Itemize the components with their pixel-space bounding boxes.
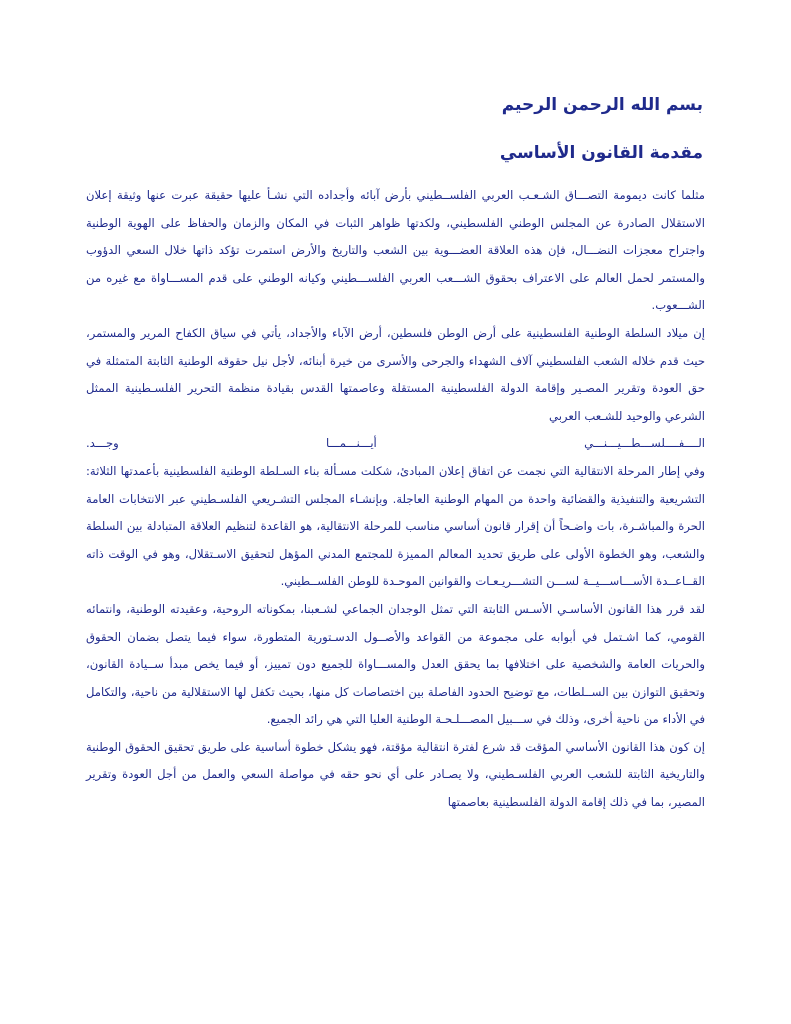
document-body	[86, 182, 705, 817]
paragraph-2-last-line: الــــفــــلســـطـــيـــنـــي أيـــنـــمـــا وجـــد.	[86, 436, 705, 451]
paragraph-3: وفي إطار المرحلة الانتقالية التي نجمت عن اتفاق إعلان المبادئ، شكلت مسـألة بناء السـلطة الوطنية الفلسطينية بأعمدتها الثلاثة: التشريعية والتنفيذية والقضائية واحدة من المهام الوطنية العاجلة. وبإنشـاء المجلس التشـريعي الفلسـطيني عبر الانتخابات العامة الحرة والمباشـرة، بات واضـحاً أن إقرار قانون أساسي مناسب للمرحلة الانتقالية، هو القاعدة لتنظيم العلاقة المتبادلة بين السلطة والشعب، وهو الخطوة الأولى على طريق تحديد المعالم المميزة للمجتمع المدني المؤهل لتحقيق الاسـتقلال، وهو في الوقت ذاته القــاعــدة الأســـاســـيــة لســـن التشـــريـعـات والقوانين الموحـدة للوطن الفلســطيني.	[86, 463, 705, 589]
paragraph-5: إن كون هذا القانون الأساسي المؤقت قد شرع لفترة انتقالية مؤقتة، فهو يشكل خطوة أساسية على طريق تحقيق الحقوق الوطنية والتاريخية الثابتة للشعب العربي الفلسـطيني، ولا يصـادر على أي نحو حقه في مواصلة السعي والعمل من أجل العودة وتقرير المصير، بما في ذلك إقامة الدولة الفلسطينية بعاصمتها	[86, 739, 705, 810]
paragraph-4: لقد قرر هذا القانون الأساسـي الأسـس الثابتة التي تمثل الوجدان الجماعي لشـعبنا، بمكوناته الروحية، وعقيدته الوطنية، وانتمائه القومي، كما اشـتمل في أبوابه على مجموعة من القواعد والأصــول الدسـتورية المتطورة، سواء فيما يتصل بضمان الحقوق والحريات العامة والشخصية على اختلافها بما يحقق العدل والمســـاواة للجميع دون تمييز، أو فيما يخص مبدأ ســيادة القانون، وتحقيق التوازن بين الســلطات، مع توضيح الحدود الفاصلة بين اختصاصات كل منها، بحيث تكفل لها الاستقلالية من ناحية، والتكامل في الأداء من ناحية أخرى، وذلك في ســـبيل المصـــلـحـة الوطنية العليا التي هي رائد الجميع.	[86, 601, 705, 727]
paragraph-1: مثلما كانت ديمومة التصـــاق الشـعـب العربي الفلســطيني بأرض آبائه وأجداده التي نشـأ عليها حقيقة عبرت عنها وثيقة إعلان الاستقلال الصادرة عن المجلس الوطني الفلسطيني، ولكدتها ظواهر الثبات في المكان والزمان والحفاظ على الهوية الوطنية واجتراح معجزات النضـــال، فإن هذه العلاقة العضـــوية بين الشعب والتاريخ والأرض استمرت تؤكد ذاتها خلال السعي الدؤوب والمستمر لحمل العالم على الاعتراف بحقوق الشـــعب العربي الفلســـطيني وكيانه الوطني على قدم المســـاواة مع غيره من الشـــعوب.	[86, 188, 705, 313]
paragraph-2: إن ميلاد السلطة الوطنية الفلسطينية على أرض الوطن فلسطين، أرض الآباء والأجداد، يأتي في سياق الكفاح المرير والمستمر، حيث قدم خلاله الشعب الفلسطيني آلاف الشهداء والجرحى والأسرى من خيرة أبنائه، لأجل نيل حقوقه الوطنية الثابتة المتمثلة في حق العودة وتقرير المصـير وإقامة الدولة الفلسطينية المستقلة وعاصمتها القدس بقيادة منظمة التحرير الفلسـطينية الممثل الشرعي والوحيد للشـعب العربي	[86, 325, 705, 423]
page-title: مقدمة القانون الأساسي	[499, 143, 703, 163]
basmala-heading: بسم الله الرحمن الرحيم	[501, 95, 703, 115]
